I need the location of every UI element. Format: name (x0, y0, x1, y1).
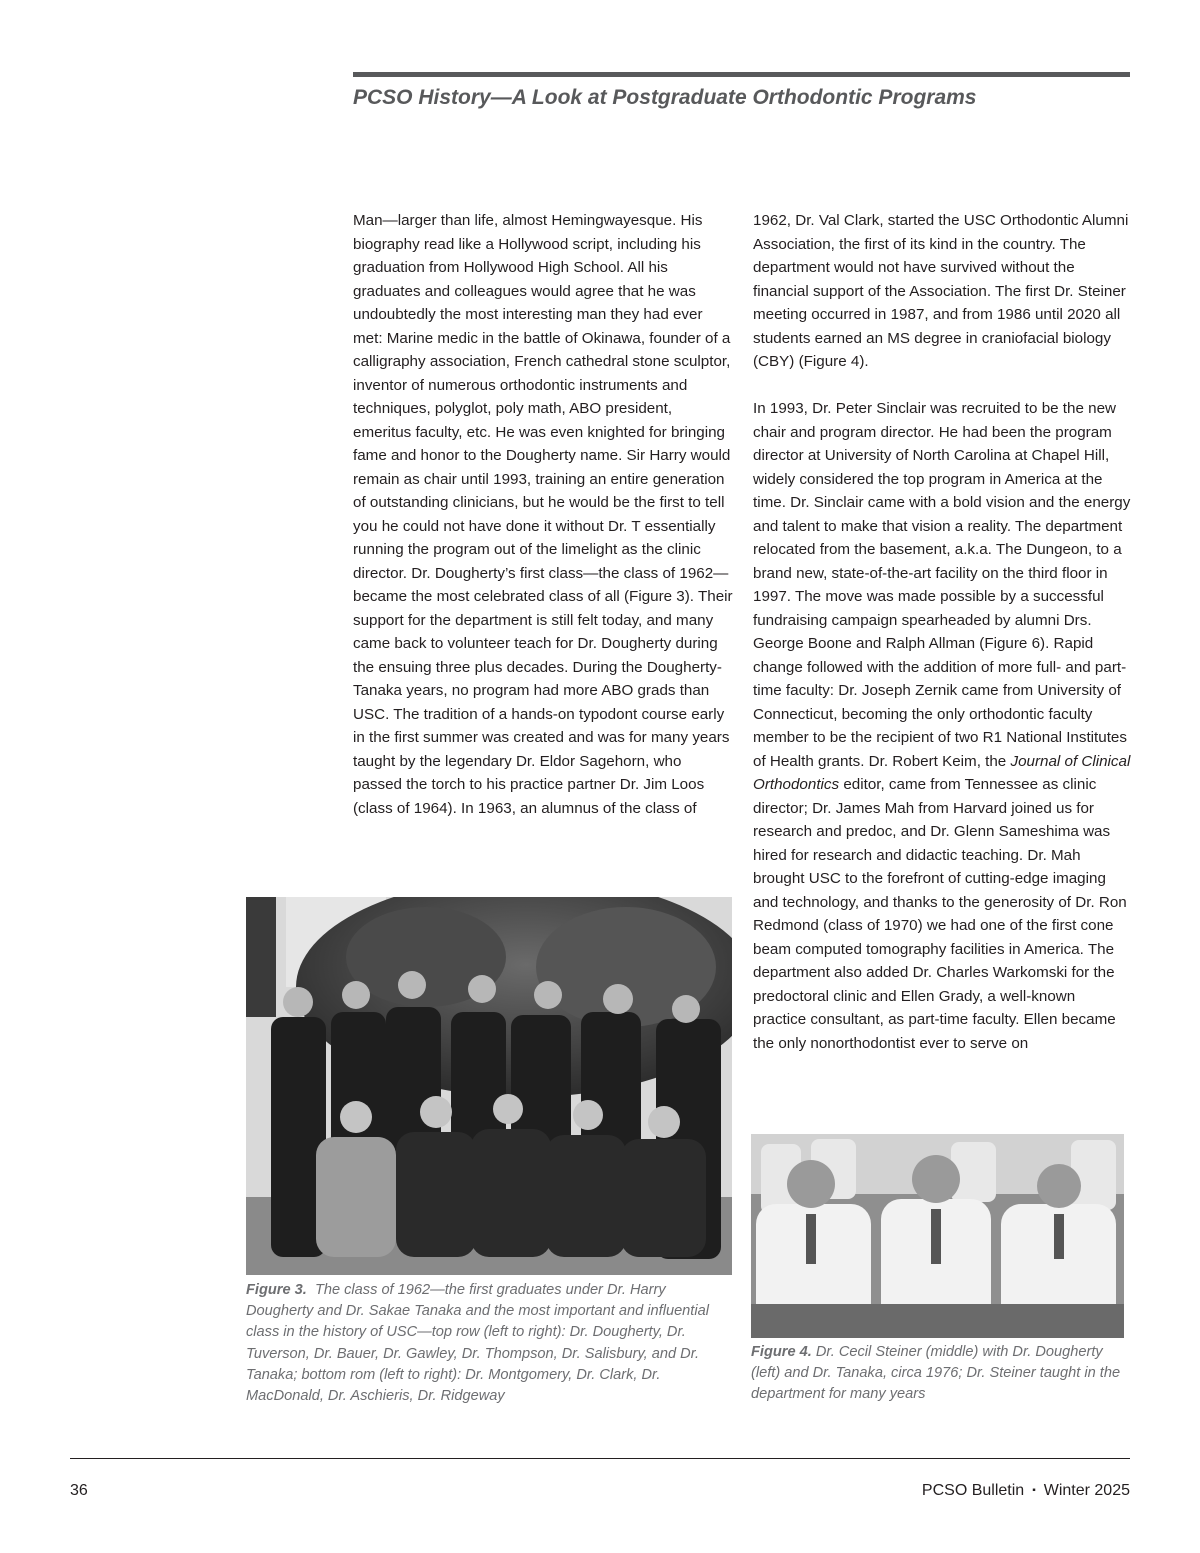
steiner-dougherty-tanaka-photo (751, 1134, 1124, 1338)
footer-publication-info (922, 1482, 1130, 1500)
body-paragraph: Man—larger than life, almost Hemingwayesque. His biography read like a Hollywood script, including his graduation from Hollywood High School. All his graduates and colleagues would agree that he was undoubtedly the most interesting man they had ever met: Marine medic in the battle of Okinawa, founder of a calligraphy association, French cathedral stone sculptor, inventor of numerous orthodontic instruments and techniques, polyglot, poly math, ABO president, emeritus faculty, etc. He was even knighted for bringing fame and honor to the Dougherty name. Sir Harry would remain as chair until 1993, training an entire generation of outstanding clinicians, but he would be the first to tell you he could not have done it without Dr. T essentially running the program out of the limelight as the clinic director. Dr. Dougherty’s first class—the class of 1962—became the most celebrated class of all (Figure 3). Their support for the department is still felt today, and many came back to volunteer teach for Dr. Dougherty during the ensuing three plus decades. During the Dougherty-Tanaka years, no program had more ABO grads than USC. The tradition of a hands-on typodont course early in the first summer was created and was for many years taught by the legendary Dr. Eldor Sagehorn, who passed the torch to his practice partner Dr. Jim Loos (class of 1964). In 1963, an alumnus of the class of (353, 212, 733, 817)
issue-date: Winter 2025 (1043, 1482, 1130, 1499)
figure-3-caption (246, 1280, 732, 1407)
footer-rule (70, 1458, 1130, 1459)
text-column-left (353, 209, 733, 820)
figure-label: Figure 3. (246, 1282, 307, 1298)
class-of-1962-photo (246, 897, 732, 1275)
header-rule (353, 72, 1130, 77)
figure-4-caption (751, 1342, 1129, 1406)
figure-4-photo (751, 1134, 1124, 1338)
figure-3-photo (246, 897, 732, 1275)
paragraph-text: In 1993, Dr. Peter Sinclair was recruited to be the new chair and program director. He had been the program director at University of North Carolina at Chapel Hill, widely considered the top program in America at the time. Dr. Sinclair came with a bold vision and the energy and talent to make that vision a reality. The department relocated from the basement, a.k.a. The Dungeon, to a brand new, state-of-the-art facility on the third floor in 1997. The move was made possible by a successful fundraising campaign spearheaded by alumni Drs. George Boone and Ralph Allman (Figure 6). Rapid change followed with the addition of more full- and part-time faculty: Dr. Joseph Zernik came from University of Connecticut, becoming the only orthodontic faculty member to be the recipient of two R1 National Institutes of Health grants. Dr. Robert Keim, the (753, 400, 1131, 770)
text-column-right (753, 209, 1131, 1055)
publication-name: PCSO Bulletin (921, 1482, 1025, 1499)
running-header-title: PCSO History—A Look at Postgraduate Orthodontic Programs (353, 86, 977, 109)
separator-icon: ▪ (1032, 1485, 1036, 1496)
body-paragraph: 1962, Dr. Val Clark, started the USC Orthodontic Alumni Association, the first of its kind in the country. The department would not have survived without the financial support of the Association. The first Dr. Steiner meeting occurred in 1987, and from 1986 until 2020 all students earned an MS degree in craniofacial biology (CBY) (Figure 4). (753, 212, 1129, 370)
caption-text: Dr. Cecil Steiner (middle) with Dr. Dougherty (left) and Dr. Tanaka, circa 1976; Dr. Steiner taught in the department for many years (751, 1344, 1121, 1403)
body-paragraph (753, 397, 1131, 1055)
page-number: 36 (70, 1482, 88, 1499)
paragraph-text: editor, came from Tennessee as clinic director; Dr. James Mah from Harvard joined us for research and predoc, and Dr. Glenn Sameshima was hired for research and didactic teaching. Dr. Mah brought USC to the forefront of cutting-edge imaging and technology, and thanks to the generosity of Dr. Ron Redmond (class of 1970) we had one of the first cone beam computed tomography facilities in America. The department also added Dr. Charles Warkomski for the predoctoral clinic and Ellen Grady, a well-known practice consultant, as part-time faculty. Ellen became the only nonorthodontist ever to serve on (753, 776, 1127, 1052)
figure-label: Figure 4. (751, 1344, 812, 1360)
caption-text: The class of 1962—the first graduates under Dr. Harry Dougherty and Dr. Sakae Tanaka and the most important and influential class in the history of USC—top row (left to right): Dr. Dougherty, Dr. Tuverson, Dr. Bauer, Dr. Gawley, Dr. Thompson, Dr. Salisbury, and Dr. Tanaka; bottom rom (left to right): Dr. Montgomery, Dr. Clark, Dr. MacDonald, Dr. Aschieris, Dr. Ridgeway (246, 1282, 709, 1405)
journal-title: Journal of Clinical Orthodontics (753, 752, 1131, 793)
